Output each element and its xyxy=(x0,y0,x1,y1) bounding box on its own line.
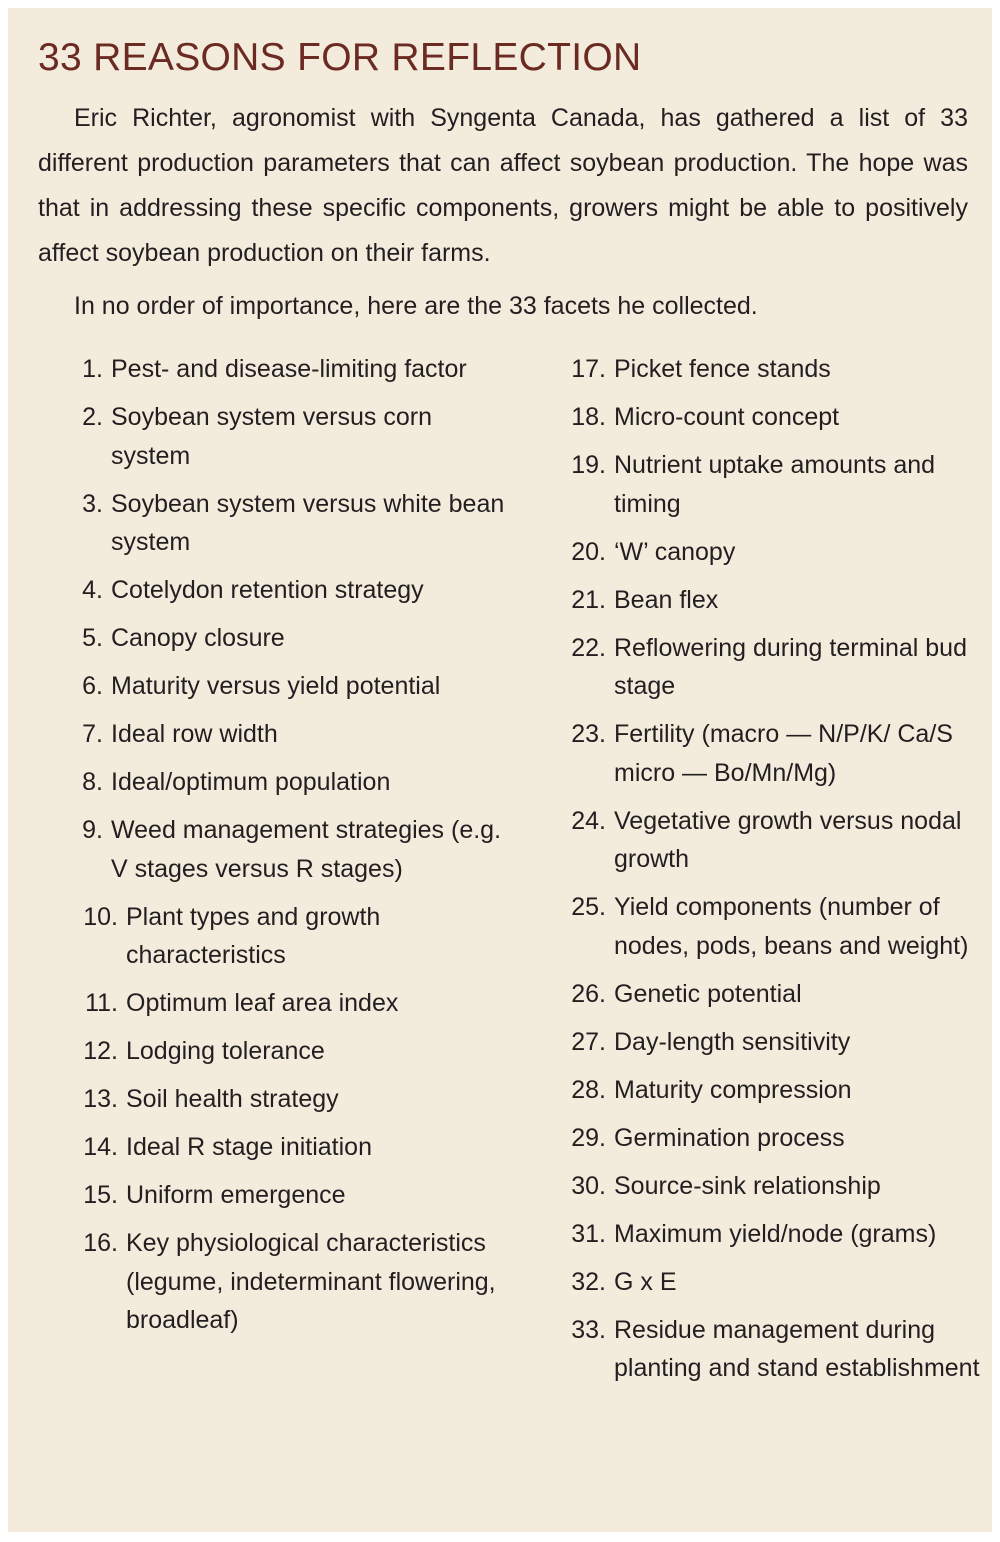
item-number: 1. xyxy=(82,355,103,383)
item-text: G x E xyxy=(614,1267,677,1296)
list-item xyxy=(72,571,512,610)
item-number: 18. xyxy=(571,403,606,431)
item-text: Lodging tolerance xyxy=(126,1037,325,1065)
list-item xyxy=(560,581,980,620)
list-item xyxy=(72,667,512,706)
item-text: Day-length sensitivity xyxy=(614,1027,851,1056)
item-number: 5. xyxy=(82,624,103,652)
item-text: Pest- and disease-limiting factor xyxy=(111,355,467,383)
item-text: Residue management during planting and stand establishment xyxy=(614,1315,980,1382)
item-number: 7. xyxy=(82,720,103,748)
item-number: 3. xyxy=(82,489,103,518)
intro-paragraph: Eric Richter, agronomist with Syngenta Canada, has gathered a list of 33 different production parameters that can affect soybean production. The hope was that in addressing these specific components, growers might be able to positively affect soybean production on their farms. xyxy=(38,104,968,267)
item-number: 31. xyxy=(571,1219,606,1248)
item-number: 28. xyxy=(571,1075,606,1104)
item-number: 19. xyxy=(571,451,606,479)
item-text: Nutrient uptake amounts and timing xyxy=(614,451,936,518)
list-item xyxy=(72,1032,512,1071)
item-text: Picket fence stands xyxy=(614,355,831,383)
item-number: 26. xyxy=(571,979,606,1008)
item-text: Micro-count concept xyxy=(614,403,840,431)
list-item xyxy=(72,715,512,754)
item-number: 8. xyxy=(82,768,103,796)
list-item xyxy=(72,898,512,975)
list-item xyxy=(72,350,512,389)
list-item xyxy=(560,1071,980,1110)
item-number: 20. xyxy=(571,537,606,566)
item-number: 24. xyxy=(571,806,606,835)
list-item xyxy=(72,811,512,888)
list-item xyxy=(72,619,512,658)
item-text: Germination process xyxy=(614,1123,845,1152)
item-text: Fertility (macro — N/P/K/ Ca/S micro — Bo/Mn/Mg) xyxy=(614,720,953,787)
item-number: 30. xyxy=(571,1171,606,1200)
item-text: Canopy closure xyxy=(111,624,285,652)
list-item xyxy=(72,398,512,475)
item-number: 9. xyxy=(82,816,103,844)
item-text: Cotelydon retention strategy xyxy=(111,576,424,604)
item-number: 27. xyxy=(571,1027,606,1056)
item-number: 14. xyxy=(83,1133,118,1161)
item-text: Bean flex xyxy=(614,585,719,614)
list-item xyxy=(560,715,980,792)
item-number: 33. xyxy=(571,1315,606,1344)
item-number: 6. xyxy=(82,672,103,700)
item-text: Soybean system versus corn system xyxy=(111,403,432,470)
list-item xyxy=(560,1311,980,1388)
item-number: 29. xyxy=(571,1123,606,1152)
item-number: 12. xyxy=(83,1037,118,1065)
item-text: Ideal/optimum population xyxy=(111,768,391,796)
item-text: Ideal R stage initiation xyxy=(126,1133,372,1161)
item-number: 11. xyxy=(85,989,118,1017)
list-item xyxy=(560,533,980,572)
list-item xyxy=(72,1128,512,1167)
item-text: Maximum yield/node (grams) xyxy=(614,1219,937,1248)
item-text: Key physiological characteristics (legume, indeterminant flowering, broadleaf) xyxy=(126,1229,496,1334)
list-item xyxy=(560,802,980,879)
item-text: Uniform emergence xyxy=(126,1181,346,1209)
lead-sentence: In no order of importance, here are the 33 facets he collected. xyxy=(74,292,758,320)
sidebar-box xyxy=(8,8,992,1532)
list-item xyxy=(72,1224,512,1340)
item-text: Reflowering during terminal bud stage xyxy=(614,633,967,700)
list-item xyxy=(560,1167,980,1206)
list-item xyxy=(72,1176,512,1215)
item-number: 23. xyxy=(571,720,606,748)
item-number: 32. xyxy=(571,1267,606,1296)
item-text: Plant types and growth characteristics xyxy=(126,902,381,969)
list-item xyxy=(560,888,980,965)
item-text: Maturity versus yield potential xyxy=(111,672,441,700)
item-text: Yield components (number of nodes, pods, beans and weight) xyxy=(614,893,969,960)
item-number: 21. xyxy=(571,585,606,614)
item-text: Vegetative growth versus nodal growth xyxy=(614,806,962,873)
item-number: 17. xyxy=(571,355,606,383)
list-item xyxy=(72,763,512,802)
item-number: 2. xyxy=(82,403,103,431)
item-text: Source-sink relationship xyxy=(614,1171,881,1200)
list-item xyxy=(560,398,980,437)
item-text: Genetic potential xyxy=(614,979,802,1008)
list-item xyxy=(560,446,980,523)
box-title: 33 REASONS FOR REFLECTION xyxy=(38,36,642,79)
item-number: 10. xyxy=(83,902,118,931)
list-item xyxy=(560,350,980,389)
item-text: Soybean system versus white bean system xyxy=(111,489,505,556)
left-column-list xyxy=(72,350,512,1349)
item-text: Weed management strategies (e.g. V stages versus R stages) xyxy=(111,816,502,883)
list-item xyxy=(560,1023,980,1062)
item-text: Optimum leaf area index xyxy=(126,989,399,1017)
list-item xyxy=(72,1080,512,1119)
item-text: ‘W’ canopy xyxy=(614,537,736,566)
right-column-list xyxy=(560,350,980,1397)
list-item xyxy=(72,984,512,1023)
list-item xyxy=(72,485,512,562)
list-item xyxy=(560,975,980,1014)
list-item xyxy=(560,1263,980,1302)
list-item xyxy=(560,629,980,706)
item-number: 25. xyxy=(571,893,606,921)
item-number: 15. xyxy=(83,1181,118,1209)
item-text: Soil health strategy xyxy=(126,1085,339,1113)
list-item xyxy=(560,1119,980,1158)
item-number: 4. xyxy=(82,576,103,604)
item-number: 22. xyxy=(571,633,606,662)
item-text: Maturity compression xyxy=(614,1075,852,1104)
item-number: 13. xyxy=(83,1085,118,1113)
list-item xyxy=(560,1215,980,1254)
item-text: Ideal row width xyxy=(111,720,278,748)
item-number: 16. xyxy=(83,1229,118,1257)
